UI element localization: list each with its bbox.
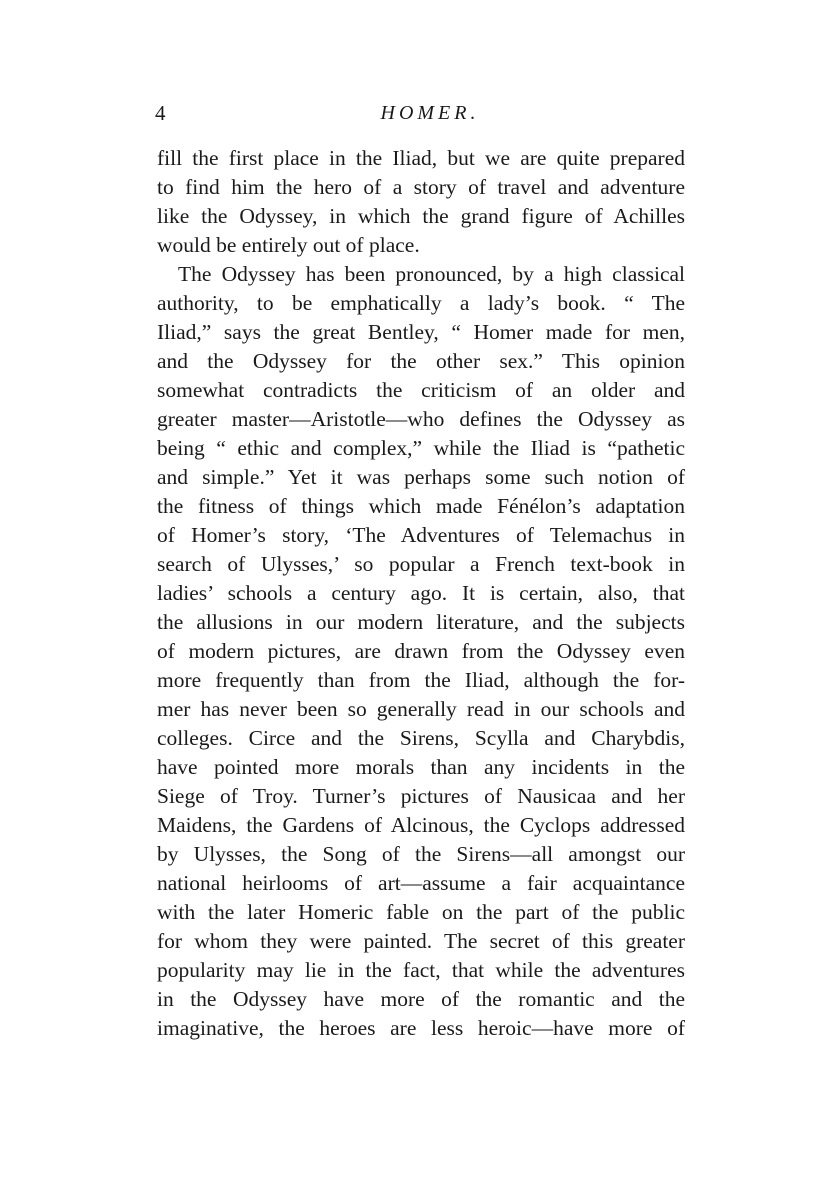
page-number: 4	[155, 101, 166, 125]
text-line: and the Odyssey for the other sex.” This opinion	[157, 349, 685, 373]
text-line: the allusions in our modern literature, and the subjects	[157, 610, 685, 634]
running-head-title: HOMER.	[380, 102, 480, 124]
text-line: mer has never been so generally read in our schools and	[157, 697, 685, 721]
text-line: somewhat contradicts the criticism of an older and	[157, 378, 685, 402]
text-line: more frequently than from the Iliad, although the for-	[157, 668, 685, 692]
text-line: with the later Homeric fable on the part of the public	[157, 900, 685, 924]
text-line: of modern pictures, are drawn from the Odyssey even	[157, 639, 685, 663]
text-line: would be entirely out of place.	[157, 233, 420, 257]
text-line: Maidens, the Gardens of Alcinous, the Cyclops addressed	[157, 813, 685, 837]
text-line: have pointed more morals than any incidents in the	[157, 755, 685, 779]
text-line: Iliad,” says the great Bentley, “ Homer made for men,	[157, 320, 685, 344]
body-text	[157, 144, 685, 1043]
text-line: greater master—Aristotle—who defines the Odyssey as	[157, 407, 685, 431]
text-line: by Ulysses, the Song of the Sirens—all amongst our	[157, 842, 685, 866]
text-line: search of Ulysses,’ so popular a French text-book in	[157, 552, 685, 576]
text-line: Siege of Troy. Turner’s pictures of Nausicaa and her	[157, 784, 685, 808]
text-line: imaginative, the heroes are less heroic—have more of	[157, 1016, 685, 1040]
text-line: and simple.” Yet it was perhaps some such notion of	[157, 465, 685, 489]
text-line: popularity may lie in the fact, that while the adventures	[157, 958, 685, 982]
text-line: national heirlooms of art—assume a fair acquaintance	[157, 871, 685, 895]
paragraph-start-line: The Odyssey has been pronounced, by a high classical	[178, 262, 685, 286]
text-line: like the Odyssey, in which the grand figure of Achilles	[157, 204, 685, 228]
text-line: in the Odyssey have more of the romantic and the	[157, 987, 685, 1011]
text-line: authority, to be emphatically a lady’s book. “ The	[157, 291, 685, 315]
text-line: of Homer’s story, ‘The Adventures of Telemachus in	[157, 523, 685, 547]
text-line: to find him the hero of a story of travel and adventure	[157, 175, 685, 199]
text-line: colleges. Circe and the Sirens, Scylla and Charybdis,	[157, 726, 685, 750]
text-line: for whom they were painted. The secret of this greater	[157, 929, 685, 953]
text-line: fill the first place in the Iliad, but we are quite prepared	[157, 146, 685, 170]
text-line: the fitness of things which made Fénélon’s adaptation	[157, 494, 685, 518]
text-line: ladies’ schools a century ago. It is certain, also, that	[157, 581, 685, 605]
text-line: being “ ethic and complex,” while the Iliad is “pathetic	[157, 436, 685, 460]
